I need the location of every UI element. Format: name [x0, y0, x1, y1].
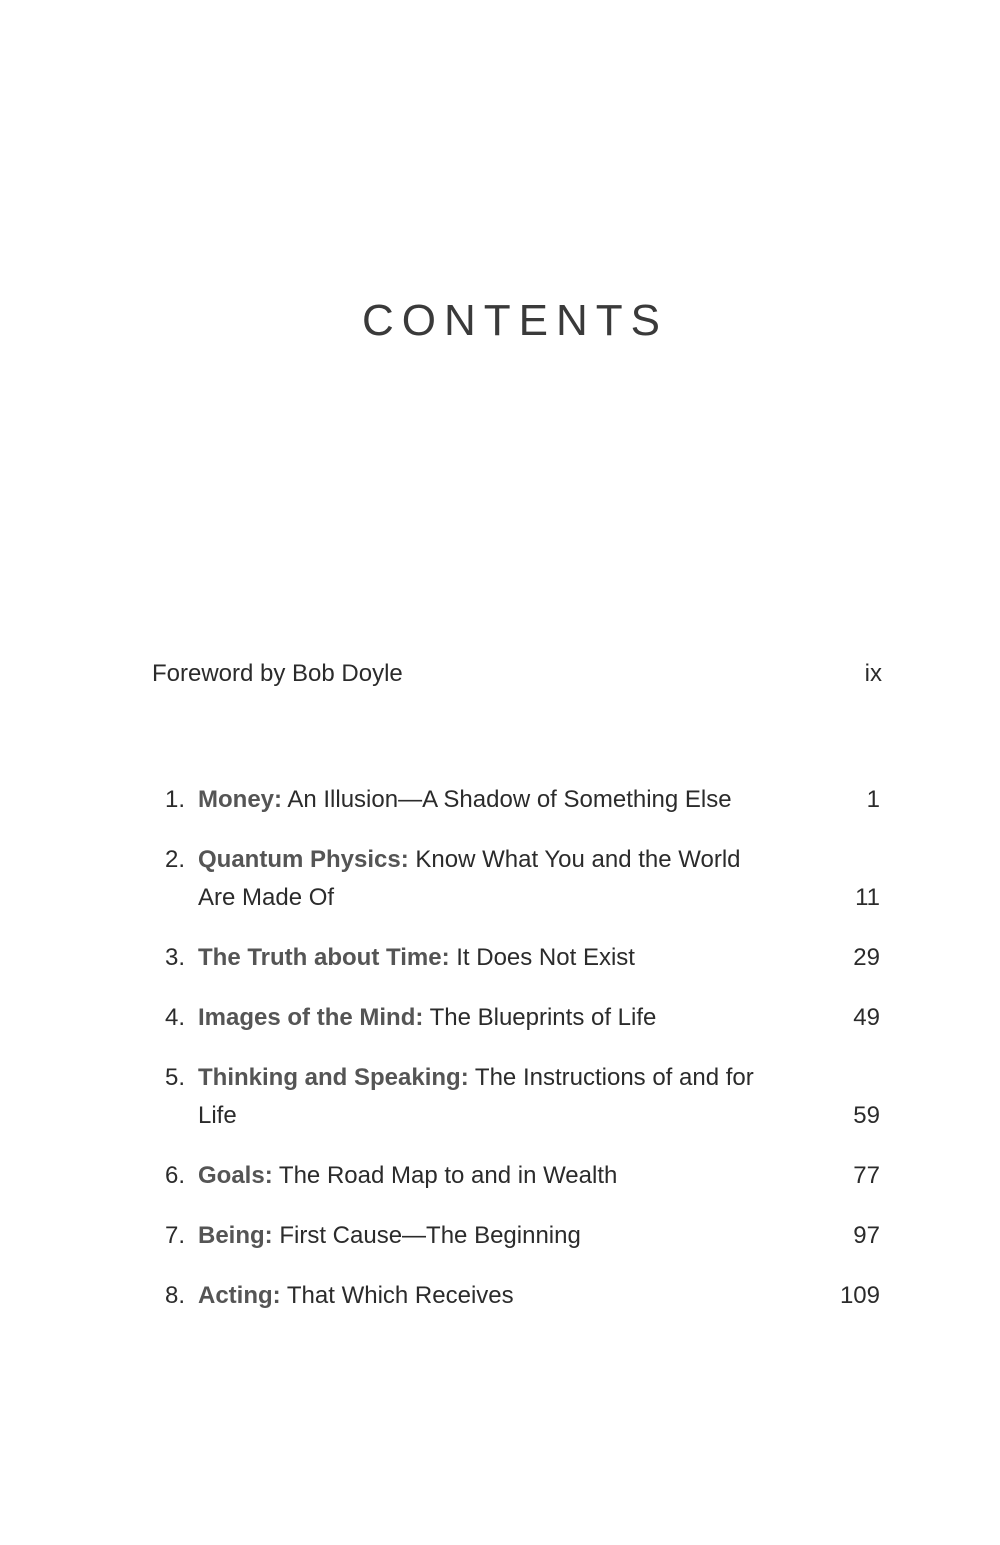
chapter-number: 4. — [165, 1004, 186, 1031]
chapter-entry-4 — [165, 999, 880, 1037]
chapter-number: 6. — [165, 1162, 186, 1189]
chapter-subtitle: It Does Not Exist — [456, 944, 635, 971]
chapter-title — [198, 999, 778, 1037]
chapter-page-number: 49 — [853, 1004, 880, 1031]
chapter-entry-5 — [165, 1059, 880, 1135]
chapter-entry-1 — [165, 781, 880, 819]
chapter-label: Money: — [198, 786, 282, 813]
chapter-title — [198, 781, 778, 819]
chapter-entry-7 — [165, 1217, 880, 1255]
chapter-label: Quantum Physics: — [198, 846, 409, 873]
chapter-list — [165, 781, 880, 1337]
chapter-subtitle: An Illusion—A Shadow of Something Else — [287, 786, 732, 813]
chapter-page-number: 97 — [853, 1222, 880, 1249]
chapter-subtitle: Know What You and the World Are Made Of — [198, 846, 741, 911]
chapter-subtitle: First Cause—The Beginning — [279, 1222, 581, 1249]
page-title: CONTENTS — [362, 296, 668, 345]
chapter-number: 2. — [165, 846, 186, 873]
chapter-subtitle: The Blueprints of Life — [429, 1004, 657, 1031]
chapter-subtitle: The Road Map to and in Wealth — [278, 1162, 618, 1189]
chapter-subtitle: That Which Receives — [286, 1282, 514, 1309]
chapter-number: 3. — [165, 944, 186, 971]
chapter-subtitle: The Instructions of and for Life — [198, 1064, 754, 1129]
chapter-page-number: 109 — [839, 1282, 880, 1309]
chapter-title — [198, 1157, 778, 1195]
chapter-label: Being: — [198, 1222, 273, 1249]
chapter-number: 7. — [165, 1222, 186, 1249]
chapter-entry-8 — [165, 1277, 880, 1315]
chapter-entry-2 — [165, 841, 880, 917]
foreword-page-number: ix — [864, 660, 882, 687]
chapter-entry-3 — [165, 939, 880, 977]
foreword-label: Foreword by Bob Doyle — [152, 660, 403, 687]
chapter-label: Images of the Mind: — [198, 1004, 424, 1031]
chapter-number: 1. — [165, 786, 186, 813]
chapter-number: 5. — [165, 1064, 186, 1091]
chapter-title — [198, 1217, 778, 1255]
chapter-number: 8. — [165, 1282, 186, 1309]
chapter-title — [198, 1059, 778, 1135]
chapter-page-number: 11 — [855, 884, 880, 911]
chapter-label: Goals: — [198, 1162, 273, 1189]
chapter-title — [198, 1277, 778, 1315]
chapter-label: Acting: — [198, 1282, 281, 1309]
chapter-page-number: 1 — [866, 786, 880, 813]
chapter-label: Thinking and Speaking: — [198, 1064, 469, 1091]
chapter-title — [198, 841, 778, 917]
chapter-entry-6 — [165, 1157, 880, 1195]
chapter-page-number: 77 — [853, 1162, 880, 1189]
chapter-title — [198, 939, 778, 977]
foreword-entry — [152, 660, 882, 688]
chapter-label: The Truth about Time: — [198, 944, 450, 971]
chapter-page-number: 59 — [853, 1102, 880, 1129]
chapter-page-number: 29 — [853, 944, 880, 971]
